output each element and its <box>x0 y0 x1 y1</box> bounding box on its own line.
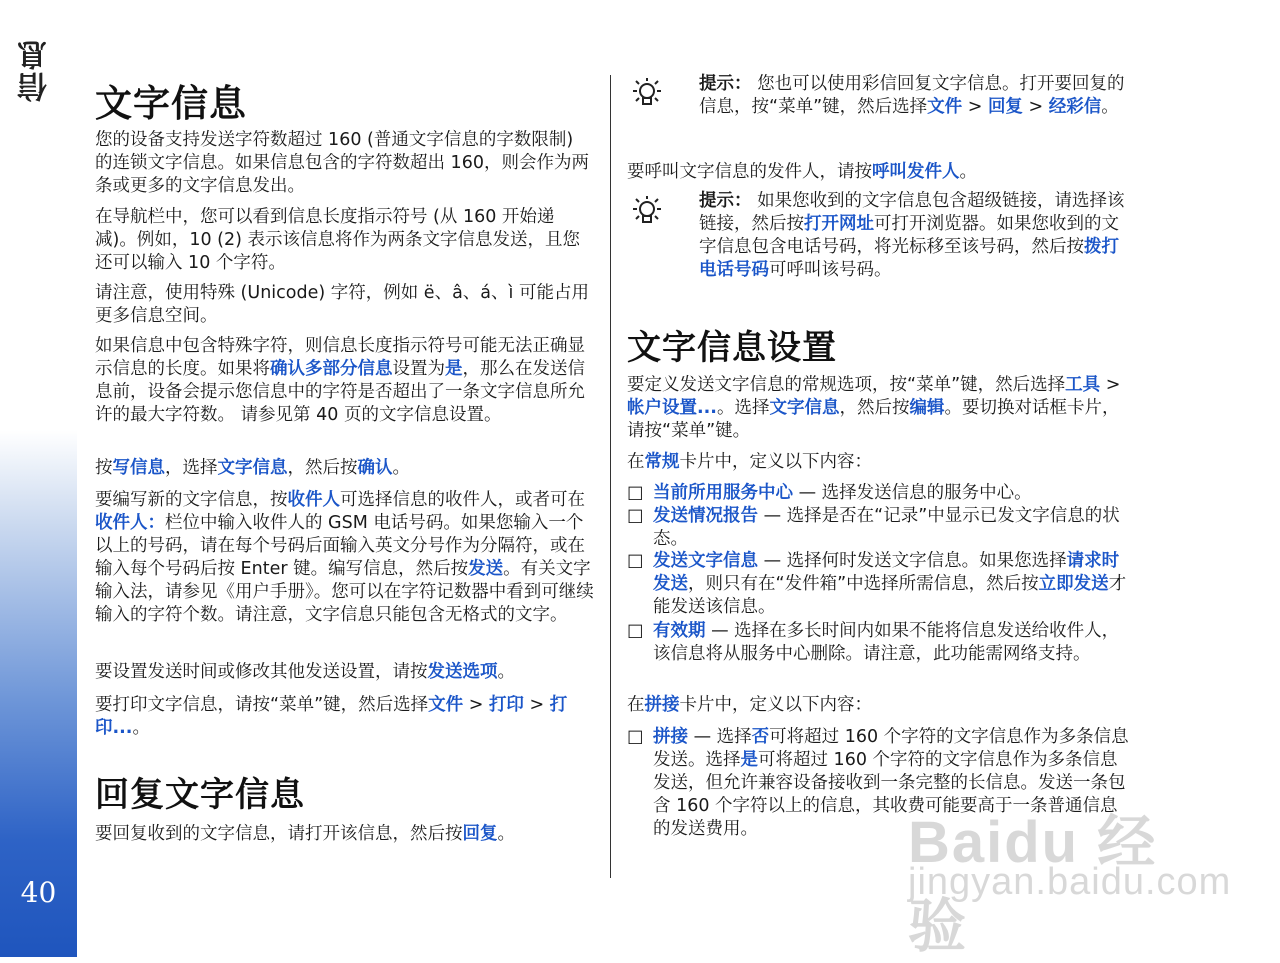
paragraph-print: 要打印文字信息，请按“菜单”键，然后选择文件 > 打印 > 打印...。 <box>95 695 568 738</box>
link-write-message[interactable]: 写信息 <box>112 458 165 478</box>
watermark <box>908 795 1232 959</box>
link-reply[interactable]: 回复 <box>462 824 498 844</box>
link-via-mms[interactable]: 经彩信 <box>1048 97 1102 117</box>
link-yes[interactable]: 是 <box>740 750 758 770</box>
link-send-options[interactable]: 发送选项 <box>427 662 498 682</box>
link-send-now[interactable]: 立即发送 <box>1038 574 1109 594</box>
link-service-center[interactable]: 当前所用服务中心 <box>653 483 793 503</box>
link-send[interactable]: 发送 <box>468 559 504 579</box>
link-concatenation[interactable]: 拼接 <box>644 695 680 715</box>
link-confirm-multipart[interactable]: 确认多部分信息 <box>270 359 393 379</box>
paragraph-concat-tab: 在拼接卡片中，定义以下内容： <box>627 695 872 715</box>
link-delivery-report[interactable]: 发送情况报告 <box>653 506 758 526</box>
list-item: □ 发送情况报告 — 选择是否在“记录”中显示已发文字信息的状态。 <box>627 506 1120 549</box>
paragraph-compose: 要编写新的文字信息，按收件人可选择信息的收件人，或者可在收件人：栏位中输入收件人的 GSM 电话号码。如果您输入一个以上的号码，请在每个号码后面输入英文分号作为分隔符，或在输入每个号码后按 Enter 键。编写信息，然后按发送。有关文字输入法，请参见《用户手册》。您可以在字符记数器中看到可继续输入的字符个数。请注意，文字信息只能包含无格式的文字。 <box>95 490 594 625</box>
section-title: 信息 <box>18 38 53 102</box>
watermark-url: jingyan.baidu.com <box>908 861 1232 903</box>
column-divider <box>610 75 611 878</box>
heading-text-messages: 文字信息 <box>95 82 247 125</box>
heading-settings: 文字信息设置 <box>627 328 837 368</box>
link-general[interactable]: 常规 <box>644 452 680 472</box>
link-print-dots[interactable]: 打印... <box>95 695 568 738</box>
link-account-settings[interactable]: 帐户设置... <box>627 398 717 418</box>
link-confirm[interactable]: 确认 <box>357 458 393 478</box>
list-item: □ 当前所用服务中心 — 选择发送信息的服务中心。 <box>627 483 1032 503</box>
link-yes[interactable]: 是 <box>445 359 463 379</box>
link-send-text-message[interactable]: 发送文字信息 <box>653 551 758 571</box>
link-open-url[interactable]: 打开网址 <box>804 214 874 234</box>
link-file[interactable]: 文件 <box>927 97 963 117</box>
link-text-message[interactable]: 文字信息 <box>217 458 288 478</box>
paragraph-indicator: 在导航栏中，您可以看到信息长度指示符号 (从 160 开始递减)。例如，10 (2) 表示该信息将作为两条文字信息发送，且您还可以输入 10 个字符。 <box>95 207 581 273</box>
paragraph-special-chars: 如果信息中包含特殊字符，则信息长度指示符号可能无法正确显示信息的长度。如果将确认多部分信息设置为是，那么在发送信息前，设备会提示您信息中的字符是否超出了一条文字信息所允许的最大字符数。 请参见第 40 页的文字信息设置。 <box>95 336 585 425</box>
tip-reply-mms: 提示： 您也可以使用彩信回复文字信息。打开要回复的信息，按“菜单”键，然后选择文件 > 回复 > 经彩信。 <box>699 74 1125 117</box>
link-dial-number[interactable]: 拨打电话号码 <box>699 237 1119 280</box>
paragraph-call-sender: 要呼叫文字信息的发件人，请按呼叫发件人。 <box>627 162 977 182</box>
link-no[interactable]: 否 <box>751 727 770 747</box>
page-number: 40 <box>20 876 57 909</box>
list-item: □ 拼接 — 选择否可将超过 160 个字符的文字信息作为多条信息发送。选择是可将超过 160 个字符的文字信息作为多条信息发送，但允许兼容设备接收到一条完整的长信息。发送一条包含 160 个字符以上的信息，其收费可能要高于一条普通信息的发送费用。 <box>627 727 1129 839</box>
link-text-message[interactable]: 文字信息 <box>769 398 840 418</box>
link-validity[interactable]: 有效期 <box>653 621 706 641</box>
paragraph-general-tab: 在常规卡片中，定义以下内容： <box>627 452 872 472</box>
link-tools[interactable]: 工具 <box>1065 375 1101 395</box>
lightbulb-tip-icon <box>627 194 667 230</box>
list-item: □ 有效期 — 选择在多长时间内如果不能将信息发送给收件人，该信息将从服务中心删除。请注意，此功能需网络支持。 <box>627 621 1120 664</box>
link-concatenation[interactable]: 拼接 <box>653 727 688 747</box>
link-edit[interactable]: 编辑 <box>909 398 945 418</box>
link-reply[interactable]: 回复 <box>987 97 1023 117</box>
paragraph-define-options: 要定义发送文字信息的常规选项，按“菜单”键，然后选择工具 > 帐户设置...。选择文字信息，然后按编辑。要切换对话框卡片，请按“菜单”键。 <box>627 375 1121 441</box>
link-recipient[interactable]: 收件人 <box>287 490 340 510</box>
paragraph-send-options: 要设置发送时间或修改其他发送设置，请按发送选项。 <box>95 662 515 682</box>
lightbulb-tip-icon <box>627 76 667 112</box>
link-file[interactable]: 文件 <box>428 695 464 715</box>
watermark-logo: Baidu 经验 <box>908 810 1158 959</box>
link-print[interactable]: 打印 <box>488 695 524 715</box>
paragraph-intro: 您的设备支持发送字符数超过 160 (普通文字信息的字数限制) 的连锁文字信息。如果信息包含的字符数超出 160，则会作为两条或更多的文字信息发出。 <box>95 130 589 196</box>
chapter-sidebar <box>0 0 77 957</box>
link-recipient-field[interactable]: 收件人： <box>95 513 165 533</box>
paragraph-unicode: 请注意，使用特殊 (Unicode) 字符，例如 ë、â、á、ì 可能占用更多信息空间。 <box>95 283 589 326</box>
list-item: □ 发送文字信息 — 选择何时发送文字信息。如果您选择请求时发送，则只有在“发件箱”中选择所需信息，然后按立即发送才能发送该信息。 <box>627 551 1127 617</box>
link-send-on-request[interactable]: 请求时发送 <box>653 551 1120 594</box>
link-call-sender[interactable]: 呼叫发件人 <box>872 162 960 182</box>
heading-reply: 回复文字信息 <box>95 775 305 815</box>
paragraph-write-message: 按写信息，选择文字信息，然后按确认。 <box>95 458 410 478</box>
tip-hyperlink: 提示： 如果您收到的文字信息包含超级链接，请选择该链接，然后按打开网址可打开浏览器。如果您收到的文字信息包含电话号码，将光标移至该号码，然后按拨打电话号码可呼叫该号码。 <box>699 191 1125 280</box>
paragraph-reply: 要回复收到的文字信息，请打开该信息，然后按回复。 <box>95 824 515 844</box>
